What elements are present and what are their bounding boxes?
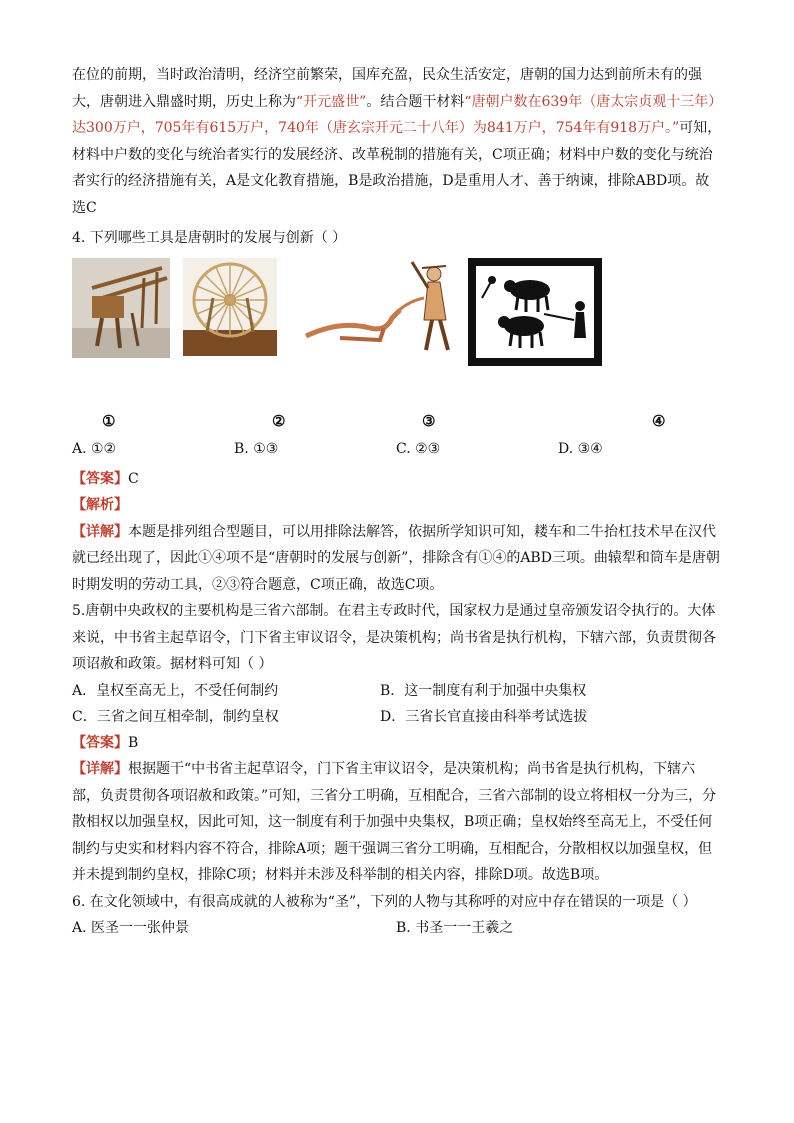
q5-answer-value: B	[128, 734, 139, 751]
q5-option-a[interactable]: A．皇权至高无上，不受任何制约	[72, 682, 279, 699]
detail-tag: 【详解】	[72, 523, 128, 540]
figure-label-3: ③	[422, 411, 436, 430]
page	[72, 62, 722, 941]
q6-options	[72, 915, 722, 941]
q4-option-d[interactable]: D. ③④	[558, 440, 603, 457]
figure-label-4: ④	[652, 411, 666, 430]
q4-option-a[interactable]: A. ①②	[72, 440, 117, 457]
detail-tag: 【详解】	[72, 761, 128, 777]
paragraph-1-conclusion: 可知，材料中户数的变化与统治者实行的发展经济、改革税制的措施有关，C项正确；材料中户数的变化与统治者实行的经济措施有关，A是文化教育措施，B是政治措施，D是重用人才、善于纳谏，排除ABD项。故选C	[72, 120, 722, 216]
q5-options-row-1	[72, 678, 722, 704]
paragraph-1-text: 在位的前期，当时政治清明，经济空前繁荣，国库充盈，民众生活安定，唐朝的国力达到前所未有的强大，唐朝进入鼎盛时期，历史上称为	[72, 67, 702, 110]
q4-answer-value: C	[128, 470, 139, 487]
two-oxen-ploughing-image	[468, 258, 602, 366]
q4-option-b[interactable]: B. ①③	[234, 440, 279, 457]
paragraph-1	[72, 62, 722, 221]
q4-figure-labels	[72, 408, 722, 436]
q6-option-a[interactable]: A. 医圣一一张仲景	[72, 920, 190, 936]
paragraph-1-mid: 。结合题干材料	[366, 93, 465, 110]
q5-answer	[72, 730, 722, 757]
q4-figures	[72, 258, 722, 408]
q5-stem: 5.唐朝中央政权的主要机构是三省六部制。在君主专政时代，国家权力是通过皇帝颁发诏令执行的。大体来说，中书省主起草诏令，门下省主审议诏令，是决策机构；尚书省是执行机构，下辖六部，负责贯彻各项诏赦和政策。据材料可知（ ）	[72, 603, 716, 672]
analysis-tag: 【解析】	[72, 497, 128, 513]
kaiyuan-highlight: “开元盛世”	[296, 93, 367, 110]
q5-option-d[interactable]: D．三省长官直接由科举考试选拔	[380, 708, 588, 725]
household-quote: “唐朝户数在639年（唐太宗贞观十三年）达300万户，705年有615万户，740年（唐玄宗开元二十八年）为841万户，754年有918万户。”	[72, 93, 716, 136]
q5-option-c[interactable]: C．三省之间互相牵制，制约皇权	[72, 708, 279, 725]
q5-detail-text: 根据题干“中书省主起草诏令，门下省主审议诏令，是决策机构；尚书省是执行机构，下辖六部，负责贯彻各项诏赦和政策。”可知，三省分工明确，互相配合，三省六部制的设立将相权一分为三，分散相权以加强皇权，因此可知，这一制度有利于加强中央集权，B项正确；皇权始终至高无上，不受任何制约与史实和材料内容不符合，排除A项；题干强调三省分工明确，互相配合，分散相权以加强皇权，但并未提到制约皇权，排除C项；材料并未涉及科举制的相关内容，排除D项。故选B项。	[72, 761, 717, 883]
curved-plough-image	[300, 258, 470, 358]
answer-tag: 【答案】	[72, 470, 128, 487]
q4-detail	[72, 519, 722, 599]
q4-answer	[72, 466, 722, 493]
q6-stem: 6. 在文化领域中，有很高成就的人被称为“圣”，下列的人物与其称呼的对应中存在错误的一项是（ ）	[72, 893, 697, 910]
q4-options	[72, 436, 722, 462]
q5-detail	[72, 756, 722, 889]
seed-drill-image	[72, 258, 170, 358]
q5-option-b[interactable]: B．这一制度有利于加强中央集权	[380, 682, 587, 699]
figure-label-2: ②	[272, 411, 286, 430]
water-wheel-image	[183, 258, 277, 356]
q5-options-row-2	[72, 704, 722, 730]
q4-stem: 4. 下列哪些工具是唐朝时的发展与创新（ ）	[72, 230, 347, 246]
q4-analysis	[72, 492, 722, 519]
q6-option-b[interactable]: B. 书圣一一王羲之	[396, 920, 514, 936]
q4-option-c[interactable]: C. ②③	[396, 440, 441, 457]
q4-detail-text: 本题是排列组合型题目，可以用排除法解答，依据所学知识可知，耧车和二牛抬杠技术早在汉代就已经出现了，因此①④项不是“唐朝时的发展与创新”，排除含有①④的ABD三项。曲辕犁和筒车是唐朝时期发明的劳动工具，②③符合题意，C项正确，故选C项。	[72, 523, 720, 593]
figure-label-1: ①	[102, 411, 116, 430]
answer-tag: 【答案】	[72, 734, 128, 751]
